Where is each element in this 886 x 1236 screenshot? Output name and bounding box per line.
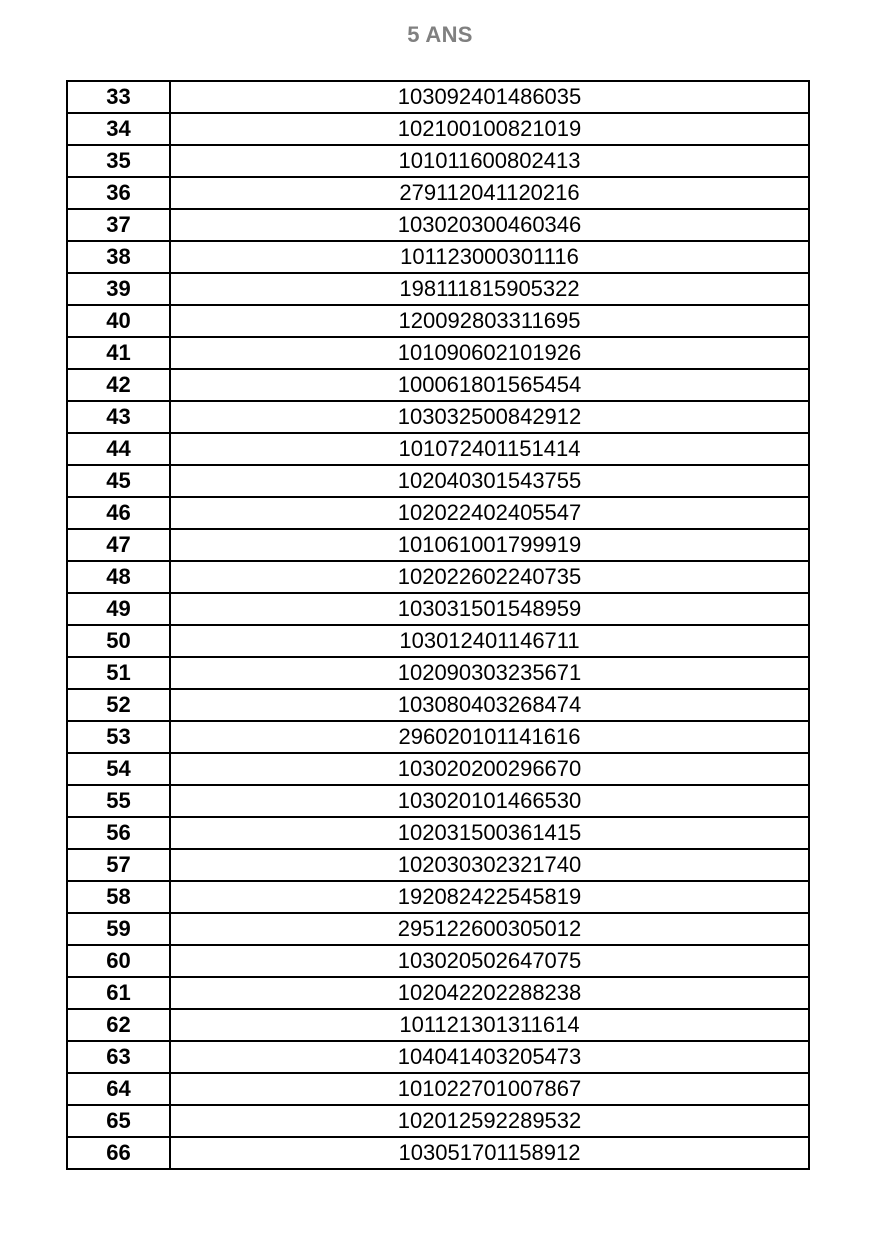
table-row (67, 113, 809, 145)
row-code: 102022602240735 (170, 561, 809, 593)
row-code: 103020502647075 (170, 945, 809, 977)
row-code: 198111815905322 (170, 273, 809, 305)
table-row (67, 817, 809, 849)
row-code: 102012592289532 (170, 1105, 809, 1137)
table-row (67, 273, 809, 305)
row-code: 103092401486035 (170, 81, 809, 113)
row-number: 48 (67, 561, 170, 593)
row-code: 295122600305012 (170, 913, 809, 945)
table-row (67, 369, 809, 401)
table-row (67, 145, 809, 177)
row-number: 51 (67, 657, 170, 689)
row-number: 61 (67, 977, 170, 1009)
table-row (67, 81, 809, 113)
row-code: 192082422545819 (170, 881, 809, 913)
row-number: 47 (67, 529, 170, 561)
row-number: 57 (67, 849, 170, 881)
row-number: 66 (67, 1137, 170, 1169)
row-code: 101061001799919 (170, 529, 809, 561)
row-number: 53 (67, 721, 170, 753)
row-code: 104041403205473 (170, 1041, 809, 1073)
row-number: 38 (67, 241, 170, 273)
row-code: 120092803311695 (170, 305, 809, 337)
table-row (67, 1041, 809, 1073)
row-code: 101090602101926 (170, 337, 809, 369)
table-row (67, 401, 809, 433)
row-code: 101072401151414 (170, 433, 809, 465)
row-number: 42 (67, 369, 170, 401)
row-number: 40 (67, 305, 170, 337)
table-row (67, 785, 809, 817)
table-row (67, 177, 809, 209)
table-row (67, 433, 809, 465)
row-code: 101022701007867 (170, 1073, 809, 1105)
row-code: 101011600802413 (170, 145, 809, 177)
table-row (67, 241, 809, 273)
row-number: 60 (67, 945, 170, 977)
table-row (67, 977, 809, 1009)
table-row (67, 881, 809, 913)
table-row (67, 305, 809, 337)
row-number: 35 (67, 145, 170, 177)
row-number: 56 (67, 817, 170, 849)
row-code: 103012401146711 (170, 625, 809, 657)
table-row (67, 529, 809, 561)
row-number: 34 (67, 113, 170, 145)
table-row (67, 1105, 809, 1137)
row-number: 49 (67, 593, 170, 625)
row-number: 50 (67, 625, 170, 657)
row-code: 103080403268474 (170, 689, 809, 721)
table-row (67, 721, 809, 753)
table-row (67, 337, 809, 369)
row-number: 43 (67, 401, 170, 433)
row-code: 296020101141616 (170, 721, 809, 753)
table-row (67, 1009, 809, 1041)
table-row (67, 753, 809, 785)
row-number: 55 (67, 785, 170, 817)
id-table (66, 80, 810, 1170)
table-row (67, 625, 809, 657)
table-row (67, 497, 809, 529)
row-code: 279112041120216 (170, 177, 809, 209)
row-code: 103051701158912 (170, 1137, 809, 1169)
row-code: 103020300460346 (170, 209, 809, 241)
row-number: 45 (67, 465, 170, 497)
row-number: 52 (67, 689, 170, 721)
row-code: 101123000301116 (170, 241, 809, 273)
row-number: 41 (67, 337, 170, 369)
table-row (67, 945, 809, 977)
table-row (67, 209, 809, 241)
table-row (67, 465, 809, 497)
row-number: 65 (67, 1105, 170, 1137)
row-number: 44 (67, 433, 170, 465)
row-number: 39 (67, 273, 170, 305)
table-row (67, 593, 809, 625)
row-number: 63 (67, 1041, 170, 1073)
row-code: 103031501548959 (170, 593, 809, 625)
row-code: 102090303235671 (170, 657, 809, 689)
page-title: 5 ANS (407, 22, 473, 47)
row-number: 64 (67, 1073, 170, 1105)
table-row (67, 913, 809, 945)
row-code: 102031500361415 (170, 817, 809, 849)
row-number: 62 (67, 1009, 170, 1041)
row-code: 103020101466530 (170, 785, 809, 817)
table-row (67, 849, 809, 881)
row-code: 103020200296670 (170, 753, 809, 785)
row-number: 58 (67, 881, 170, 913)
row-code: 102022402405547 (170, 497, 809, 529)
row-number: 36 (67, 177, 170, 209)
table-body (67, 81, 809, 1169)
row-code: 102040301543755 (170, 465, 809, 497)
row-number: 37 (67, 209, 170, 241)
table-row (67, 689, 809, 721)
row-number: 54 (67, 753, 170, 785)
table-row (67, 1073, 809, 1105)
row-code: 103032500842912 (170, 401, 809, 433)
table-row (67, 1137, 809, 1169)
row-number: 59 (67, 913, 170, 945)
row-number: 46 (67, 497, 170, 529)
row-code: 101121301311614 (170, 1009, 809, 1041)
table-row (67, 561, 809, 593)
row-code: 102042202288238 (170, 977, 809, 1009)
row-number: 33 (67, 81, 170, 113)
row-code: 100061801565454 (170, 369, 809, 401)
row-code: 102030302321740 (170, 849, 809, 881)
table-row (67, 657, 809, 689)
row-code: 102100100821019 (170, 113, 809, 145)
